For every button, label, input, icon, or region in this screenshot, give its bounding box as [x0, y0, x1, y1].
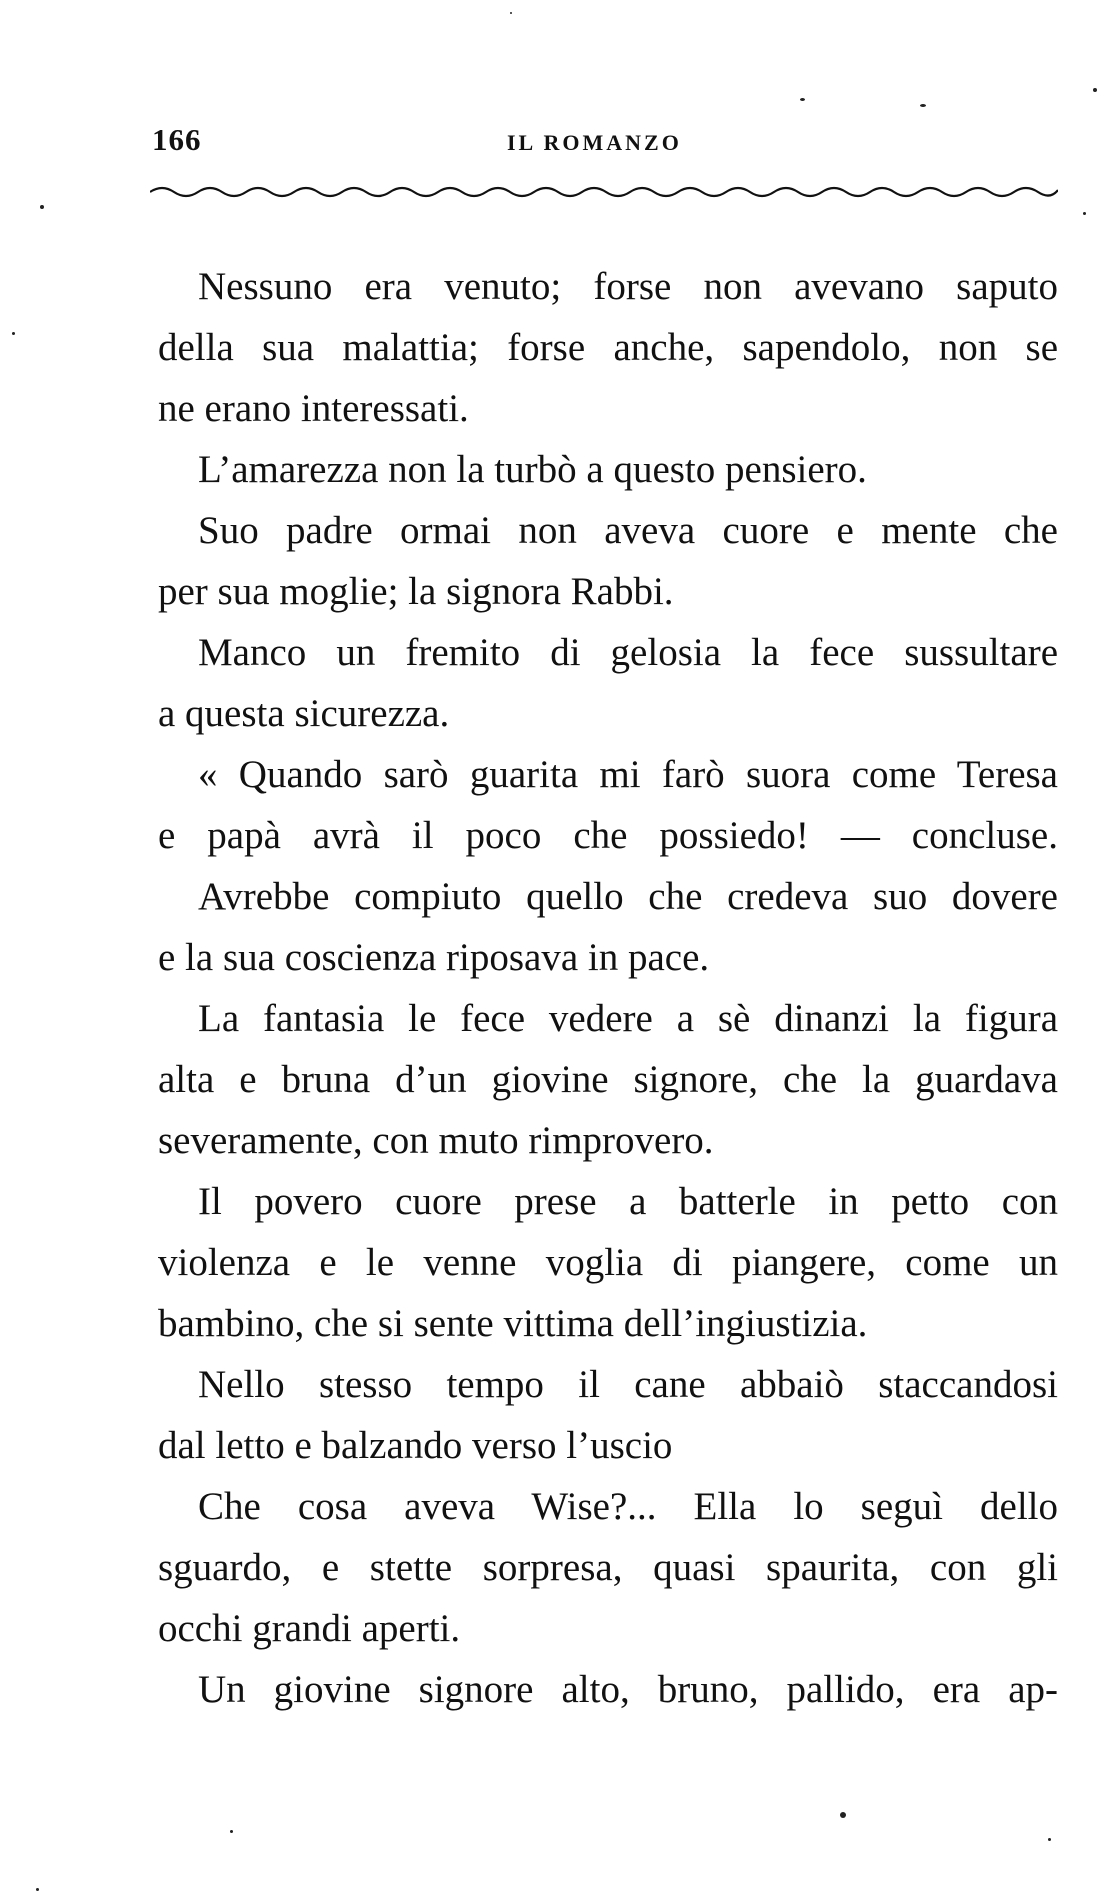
- text-line: occhi grandi aperti.: [158, 1607, 461, 1650]
- text-line: « Quando sarò guarita mi farò suora come Teresa: [198, 753, 1058, 796]
- text-line: Avrebbe compiuto quello che credeva suo dovere: [198, 875, 1058, 918]
- scan-speck: [840, 1812, 846, 1818]
- text-line: L’amarezza non la turbò a questo pensiero.: [198, 448, 867, 491]
- scan-speck: [1083, 212, 1086, 215]
- scan-speck: [230, 1830, 233, 1833]
- text-line: Manco un fremito di gelosia la fece sussultare: [198, 631, 1058, 674]
- text-line: Nello stesso tempo il cane abbaiò staccandosi: [198, 1363, 1058, 1406]
- text-line: Il povero cuore prese a batterle in petto con: [198, 1180, 1058, 1223]
- scan-speck: [1093, 88, 1097, 92]
- text-line: bambino, che si sente vittima dell’ingiustizia.: [158, 1302, 868, 1345]
- text-line: a questa sicurezza.: [158, 692, 450, 735]
- scan-speck: [510, 12, 512, 14]
- text-line: Nessuno era venuto; forse non avevano saputo: [198, 265, 1058, 308]
- page-header: [152, 122, 1052, 162]
- scan-speck: [12, 332, 15, 335]
- body-text: [158, 256, 1058, 1720]
- scan-speck: [920, 104, 926, 107]
- text-line: Suo padre ormai non aveva cuore e mente che: [198, 509, 1058, 552]
- text-line: sguardo, e stette sorpresa, quasi spaurita, con gli: [158, 1546, 1058, 1589]
- text-line: dal letto e balzando verso l’uscio: [158, 1424, 673, 1467]
- scan-speck: [1048, 1838, 1051, 1841]
- scan-speck: [36, 1888, 39, 1891]
- scan-speck: [800, 98, 805, 101]
- text-line: alta e bruna d’un giovine signore, che la guardava: [158, 1058, 1058, 1101]
- page-number: 166: [152, 122, 202, 157]
- text-line: della sua malattia; forse anche, sapendolo, non se: [158, 326, 1058, 369]
- text-line: e papà avrà il poco che possiedo! — concluse.: [158, 814, 1058, 857]
- text-line: Un giovine signore alto, bruno, pallido, era ap-: [198, 1668, 1058, 1711]
- text-line: La fantasia le fece vedere a sè dinanzi la figura: [198, 997, 1058, 1040]
- text-line: per sua moglie; la signora Rabbi.: [158, 570, 674, 613]
- wavy-rule-divider: [150, 178, 1058, 200]
- text-line: violenza e le venne voglia di piangere, come un: [158, 1241, 1058, 1284]
- text-line: ne erano interessati.: [158, 387, 469, 430]
- running-head: IL ROMANZO: [507, 130, 682, 155]
- text-line: e la sua coscienza riposava in pace.: [158, 936, 710, 979]
- scan-speck: [40, 205, 44, 209]
- text-line: severamente, con muto rimprovero.: [158, 1119, 714, 1162]
- text-line: Che cosa aveva Wise?... Ella lo seguì dello: [198, 1485, 1058, 1528]
